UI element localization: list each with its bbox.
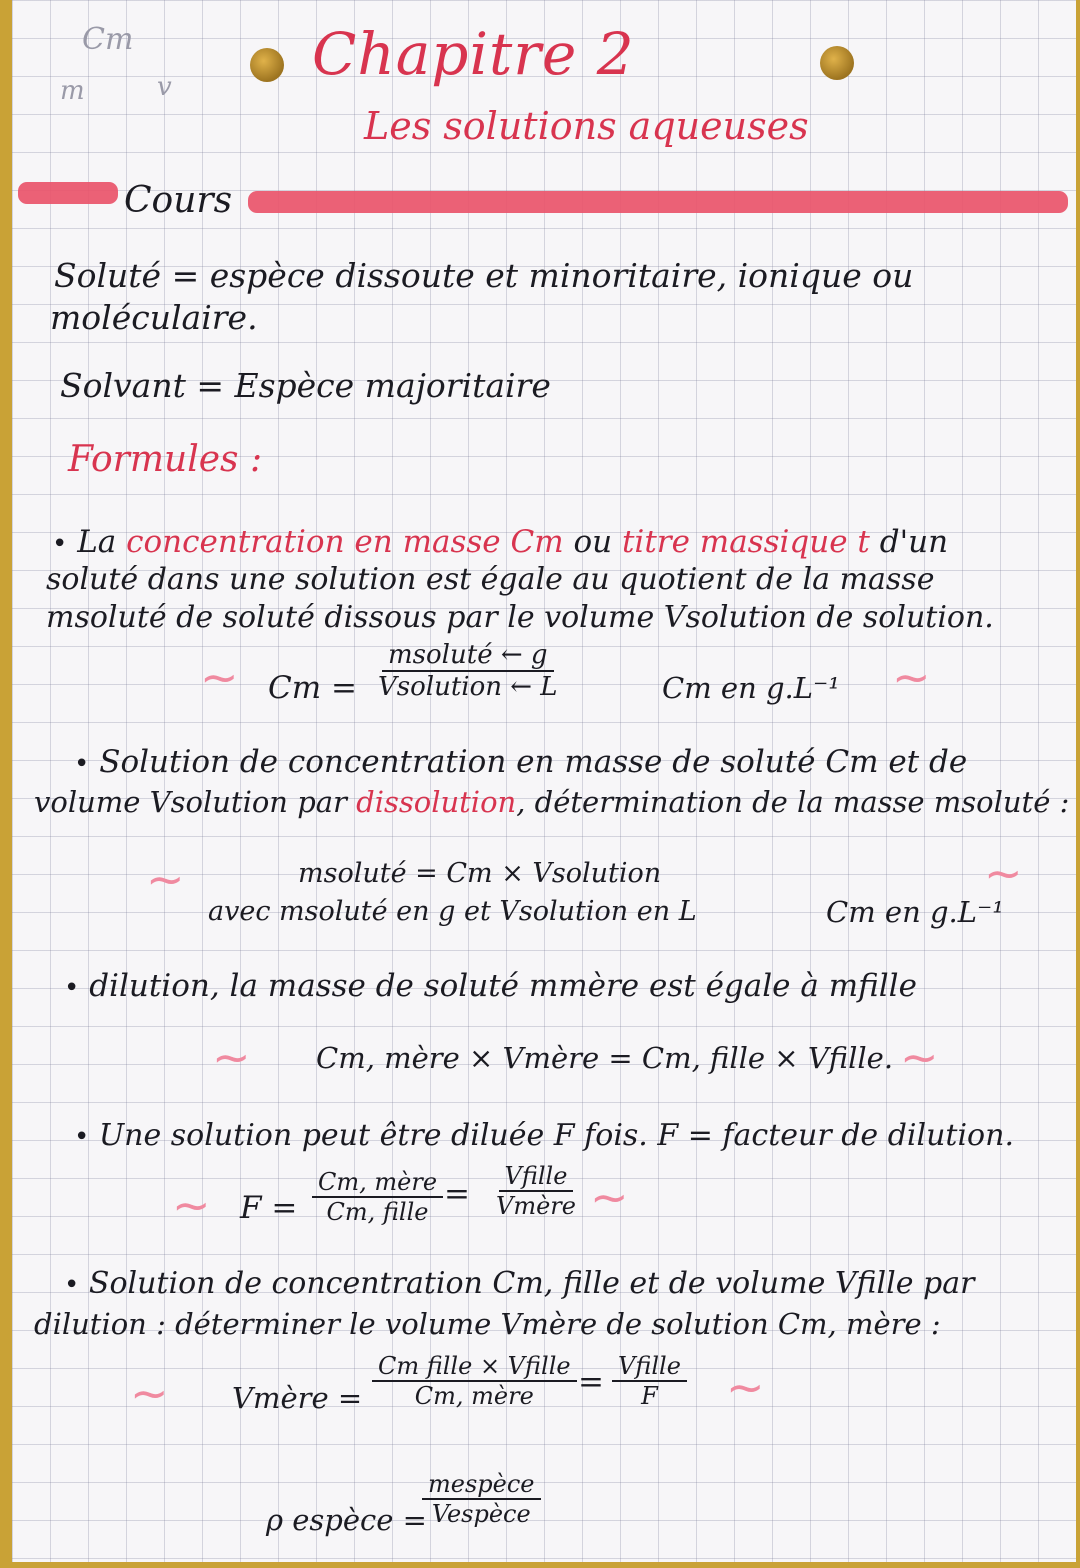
p4-line-a: • Une solution peut être diluée F fois. F = facteur de dilution. xyxy=(74,1118,1014,1153)
p5-line-a: • Solution de concentration Cm, fille et de volume Vfille par xyxy=(64,1266,975,1301)
p1-line-b: soluté dans une solution est égale au quotient de la masse xyxy=(46,562,935,597)
chapter-subtitle: Les solutions aqueuses xyxy=(364,104,809,148)
term-titre: titre massique t xyxy=(621,524,870,560)
p5-line-b: dilution : déterminer le volume Vmère de solution Cm, mère : xyxy=(34,1307,941,1341)
gold-dot-right-icon xyxy=(820,46,854,80)
p2-eq: msoluté = Cm × Vsolution xyxy=(298,858,662,889)
p4-eq-equals: = xyxy=(444,1176,470,1212)
p5-eq-frac2: $\frac{\text{Vfille}}{F}$ xyxy=(612,1352,687,1410)
chapter-title: Chapitre 2 xyxy=(312,20,635,88)
p4-eq-left: F = xyxy=(240,1190,298,1226)
bullet: • xyxy=(74,1122,90,1152)
term-dissolution: dissolution xyxy=(356,785,517,819)
definition-solute: Soluté = espèce dissoute et minoritaire, ionique ou xyxy=(54,256,914,295)
p4-eq-frac2: $\frac{\text{Vfille}}{\text{Vmère}}$ xyxy=(496,1162,576,1220)
tilde-mark-icon: ~ xyxy=(200,650,239,704)
tilde-mark-icon: ~ xyxy=(172,1178,211,1232)
p1-eq-den: Vsolution ← L xyxy=(378,672,558,702)
term-concentration: concentration en masse Cm xyxy=(126,524,564,560)
tilde-mark-icon: ~ xyxy=(892,650,931,704)
gold-dot-left-icon xyxy=(250,48,284,82)
corner-note-cm: Cm xyxy=(82,22,134,57)
tilde-mark-icon: ~ xyxy=(590,1170,629,1224)
p1-eq-left: Cm = xyxy=(268,670,357,706)
notebook-page xyxy=(12,0,1076,1562)
p2-unit: Cm en g.L⁻¹ xyxy=(826,895,1004,929)
tilde-mark-icon: ~ xyxy=(984,846,1023,900)
p2-eq-units: avec msoluté en g et Vsolution en L xyxy=(208,896,697,927)
corner-note-m: m xyxy=(60,76,85,106)
bullet: • xyxy=(52,529,68,559)
tilde-mark-icon: ~ xyxy=(212,1030,251,1084)
p3-eq: Cm, mère × Vmère = Cm, fille × Vfille. xyxy=(316,1041,894,1075)
bullet: • xyxy=(64,973,80,1003)
definition-solvant: Solvant = Espèce majoritaire xyxy=(60,366,551,405)
section-bar-left xyxy=(18,182,118,204)
p1-eq-num: msoluté ← g xyxy=(382,640,554,672)
tilde-mark-icon: ~ xyxy=(726,1360,765,1414)
corner-note-v: v xyxy=(157,72,172,102)
section-bar-right xyxy=(248,191,1068,213)
p3-line-a: • dilution, la masse de soluté mmère est égale à mfille xyxy=(64,968,917,1004)
p1-eq-fraction xyxy=(372,640,564,702)
bullet: • xyxy=(64,1270,80,1300)
tilde-mark-icon: ~ xyxy=(900,1030,939,1084)
p2-line-b: volume Vsolution par dissolution, détermination de la masse msoluté : xyxy=(34,785,1070,819)
p5-eq-left: Vmère = xyxy=(232,1381,363,1415)
tilde-mark-icon: ~ xyxy=(130,1366,169,1420)
p5-eq-equals: = xyxy=(578,1364,604,1400)
definition-solute-cont: moléculaire. xyxy=(50,298,258,337)
p4-eq-frac1: $\frac{\text{Cm, mère}}{\text{Cm, fille}}$ xyxy=(312,1168,443,1226)
p2-line-a: • Solution de concentration en masse de soluté Cm et de xyxy=(74,744,968,780)
p1-line-c: msoluté de soluté dissous par le volume Vsolution de solution. xyxy=(46,600,994,635)
p6-eq-fraction: $\frac{\text{mespèce}}{\text{Vespèce}}$ xyxy=(422,1470,541,1528)
formulas-heading: Formules : xyxy=(68,439,263,480)
tilde-mark-icon: ~ xyxy=(146,852,185,906)
p1-eq-unit: Cm en g.L⁻¹ xyxy=(662,671,840,705)
p6-eq-left: ρ espèce = xyxy=(266,1503,427,1537)
p1-line-a: • La concentration en masse Cm ou titre massique t d'un xyxy=(52,524,949,560)
section-title: Cours xyxy=(124,180,233,221)
p5-eq-frac1: $\frac{\text{Cm fille × Vfille}}{\text{Cm, mère}}$ xyxy=(372,1352,577,1410)
bullet: • xyxy=(74,749,90,779)
